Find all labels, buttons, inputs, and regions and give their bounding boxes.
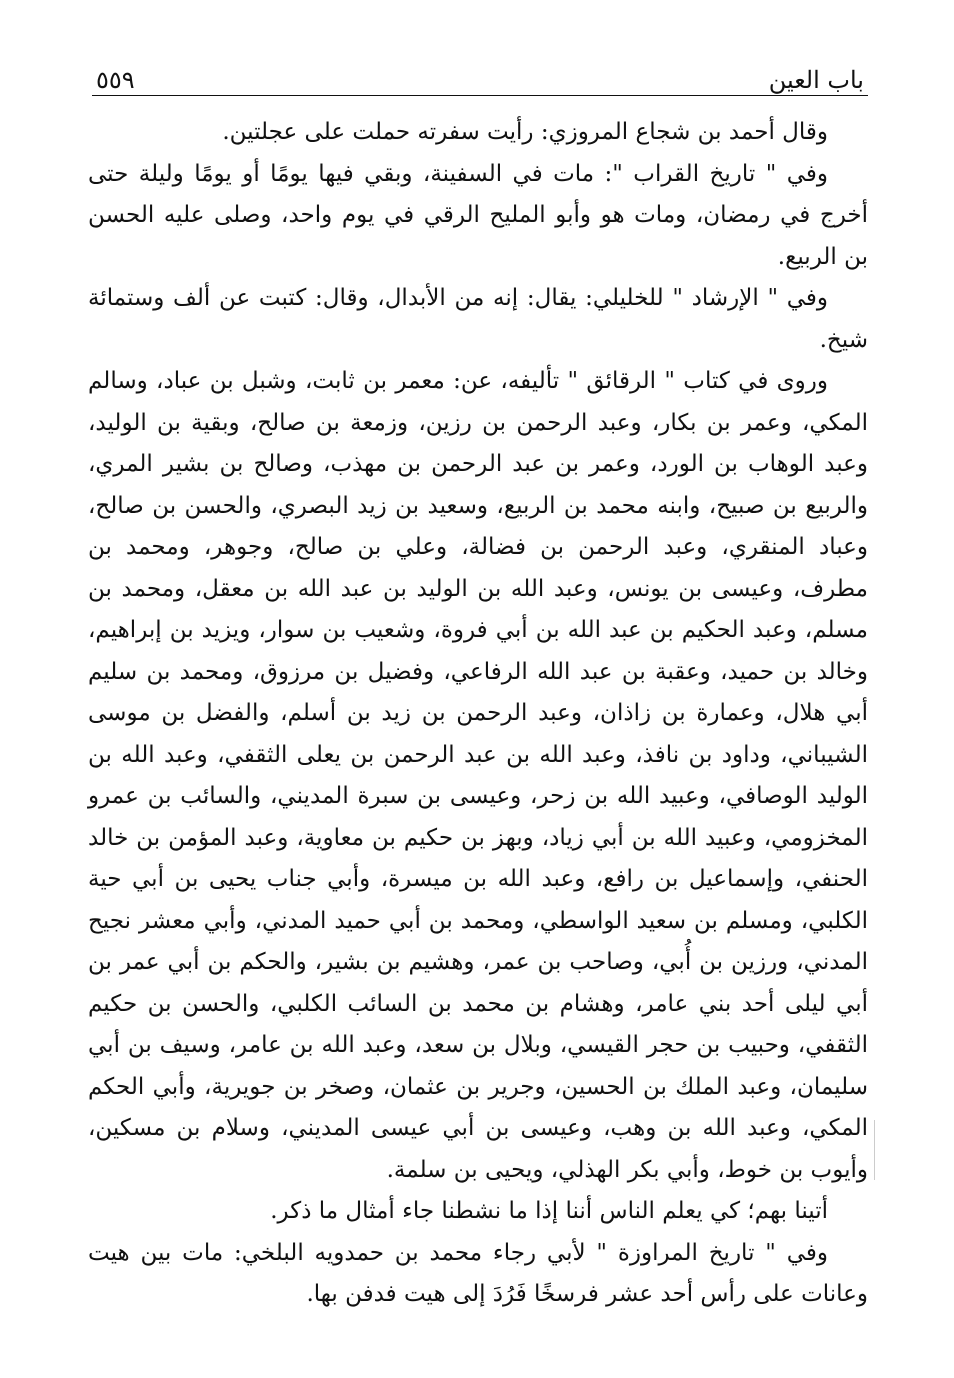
paragraph-al-raqaiq-narrators: وروى في كتاب " الرقائق " تأليفه، عن: معمر بن ثابت، وشبل بن عباد، وسالم المكي، وعمر بن بكار، وعبد الرحمن بن رزين، وزمعة بن صالح، وبقية بن الوليد، وعبد الوهاب بن الورد، وعمر بن عبد الرحمن بن مهذب، وصالح بن بشير المري، والربيع بن صبيح، وابنه محمد بن الربيع، وسعيد بن زيد البصري، والحسن بن صالح، وعباد المنقري، وعبد الرحمن بن فضالة، وعلي بن صالح، وجوهر، ومحمد بن مطرف، وعيسى بن يونس، وعبد الله بن الوليد بن عبد الله بن معقل، ومحمد بن مسلم، وعبد الحكيم بن عبد الله بن أبي فروة، وشعيب بن سوار، ويزيد بن إبراهيم، وخالد بن حميد، وعقبة بن عبد الله الرفاعي، وفضيل بن مرزوق، ومحمد بن سليم أبي هلال، وعمارة بن زاذان، وعبد الرحمن بن زيد بن أسلم، والفضل بن موسى الشيباني، وداود بن نافذ، وعبد الله بن عبد الرحمن بن يعلى الثقفي، وعبد الله بن الوليد الوصافي، وعبيد الله بن زحر، وعيسى بن سبرة المديني، والسائب بن عمرو المخزومي، وعبيد الله بن أبي زياد، وبهز بن حكيم بن معاوية، وعبد المؤمن بن خالد الحنفي، وإسماعيل بن رافع، وعبد الله بن ميسرة، وأبي جناب يحيى بن أبي حية الكلبي، ومسلم بن سعيد الواسطي، ومحمد بن أبي حميد المدني، وأبي معشر نجيح المدني، ورزين بن أُبي، وصاحب بن عمر، وهشيم بن بشير، والحكم بن أبي عمر بن أبي ليلى أحد بني عامر، وهشام بن محمد بن السائب الكلبي، والحسن بن حكيم الثقفي، وحبيب بن حجر القيسي، وبلال بن سعد، وعبد الله بن عامر، وسيف بن أبي سليمان، وعبد الملك بن الحسين، وجرير بن عثمان، وصخر بن جويرية، وأبي الحكم المكي، وعبد الله بن وهب، وعيسى بن أبي عيسى المديني، وسلام بن مسكين، وأيوب بن خوط، وأبي بكر الهذلي، ويحيى بن سلمة. [88,368,868,1183]
header-divider [92,95,868,96]
paragraph-tarikh-al-marawiza: وفي " تاريخ المراوزة " لأبي رجاء محمد بن حمدويه البلخي: مات بين هيت وعانات على رأس أحد عشر فرسخًا فَرُدَ إلى هيت فدفن بها. [88,1239,868,1307]
page-header [96,54,864,94]
page-body [88,112,868,1316]
paragraph-al-irshad: وفي " الإرشاد " للخليلي: يقال: إنه من الأبدال، وقال: كتبت عن ألف وستمائة شيخ. [88,285,868,353]
paragraph-closing-remark: أتينا بهم؛ كي يعلم الناس أننا إذا ما نشطنا جاء أمثال ما ذكر. [270,1198,828,1224]
page-number: ٥٥٩ [96,66,135,94]
paragraph-tarikh-al-qurrab: وفي " تاريخ القراب ": مات في السفينة، وبقي فيها يومًا أو يومًا وليلة حتى أخرج في رمضان، ومات هو وأبو المليح الرقي في يوم واحد، وصلى عليه الحسن بن الربيع. [88,160,868,270]
running-title: باب العين [768,66,864,94]
margin-mark [874,1120,875,1180]
paragraph-marwazi-quote: وقال أحمد بن شجاع المروزي: رأيت سفرته حملت على عجلتين. [222,119,828,145]
